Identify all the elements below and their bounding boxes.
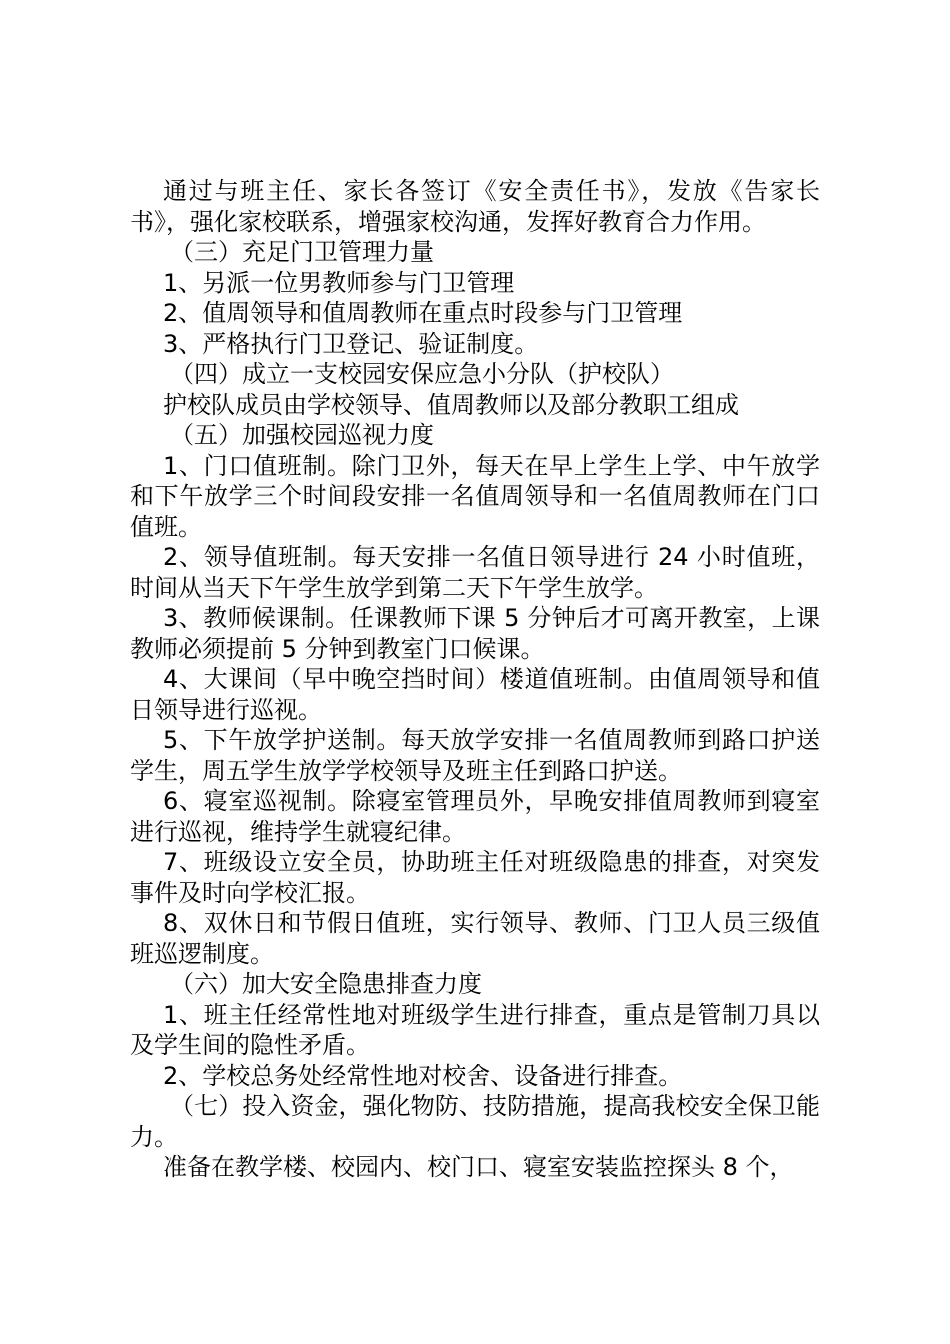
list-item: 2、学校总务处经常性地对校舍、设备进行排查。 [163, 1061, 683, 1090]
section-heading-hazard-check: （六）加大安全隐患排查力度 [170, 970, 482, 998]
section-heading-security-team: （四）成立一支校园安保应急小分队（护校队） [170, 360, 674, 388]
section-heading-patrol: （五）加强校园巡视力度 [170, 421, 434, 449]
paragraph-responsibility: 通过与班主任、家长各签订《安全责任书》，发放《告家长书》，强化家校联系，增强家校沟通，发挥好教育合力作用。 [130, 177, 820, 236]
list-item: 4、大课间（早中晚空挡时间）楼道值班制。由值周领导和值日领导进行巡视。 [130, 665, 820, 724]
list-item: 6、寝室巡视制。除寝室管理员外，早晚安排值周教师到寝室进行巡视，维持学生就寝纪律。 [130, 787, 820, 846]
paragraph-cameras: 准备在教学楼、校园内、校门口、寝室安装监控探头 8 个， [163, 1153, 794, 1181]
list-item: 1、门口值班制。除门卫外，每天在早上学生上学、中午放学和下午放学三个时间段安排一名值周领导和一名值周教师在门口值班。 [130, 451, 820, 541]
list-item: 7、班级设立安全员，协助班主任对班级隐患的排查，对突发事件及时向学校汇报。 [130, 848, 820, 907]
paragraph-team-members: 护校队成员由学校领导、值周教师以及部分教职工组成 [163, 390, 739, 419]
list-item: 1、班主任经常性地对班级学生进行排查，重点是管制刀具以及学生间的隐性矛盾。 [130, 1000, 820, 1059]
list-item: 1、另派一位男教师参与门卫管理 [163, 268, 515, 297]
section-heading-gate-management: （三）充足门卫管理力量 [170, 238, 434, 266]
list-item: 3、教师候课制。任课教师下课 5 分钟后才可离开教室，上课教师必须提前 5 分钟到教室门口候课。 [130, 604, 820, 663]
list-item: 2、领导值班制。每天安排一名值日领导进行 24 小时值班，时间从当天下午学生放学到第二天下午学生放学。 [130, 543, 820, 602]
list-item: 8、双休日和节假日值班，实行领导、教师、门卫人员三级值班巡逻制度。 [130, 909, 820, 968]
list-item: 5、下午放学护送制。每天放学安排一名值周教师到路口护送学生，周五学生放学学校领导及班主任到路口护送。 [130, 726, 820, 785]
list-item: 2、值周领导和值周教师在重点时段参与门卫管理 [163, 299, 683, 327]
list-item: 3、严格执行门卫登记、验证制度。 [163, 329, 539, 358]
section-heading-funding: （七）投入资金，强化物防、技防措施，提高我校安全保卫能力。 [130, 1092, 820, 1151]
document-body [130, 176, 820, 1183]
